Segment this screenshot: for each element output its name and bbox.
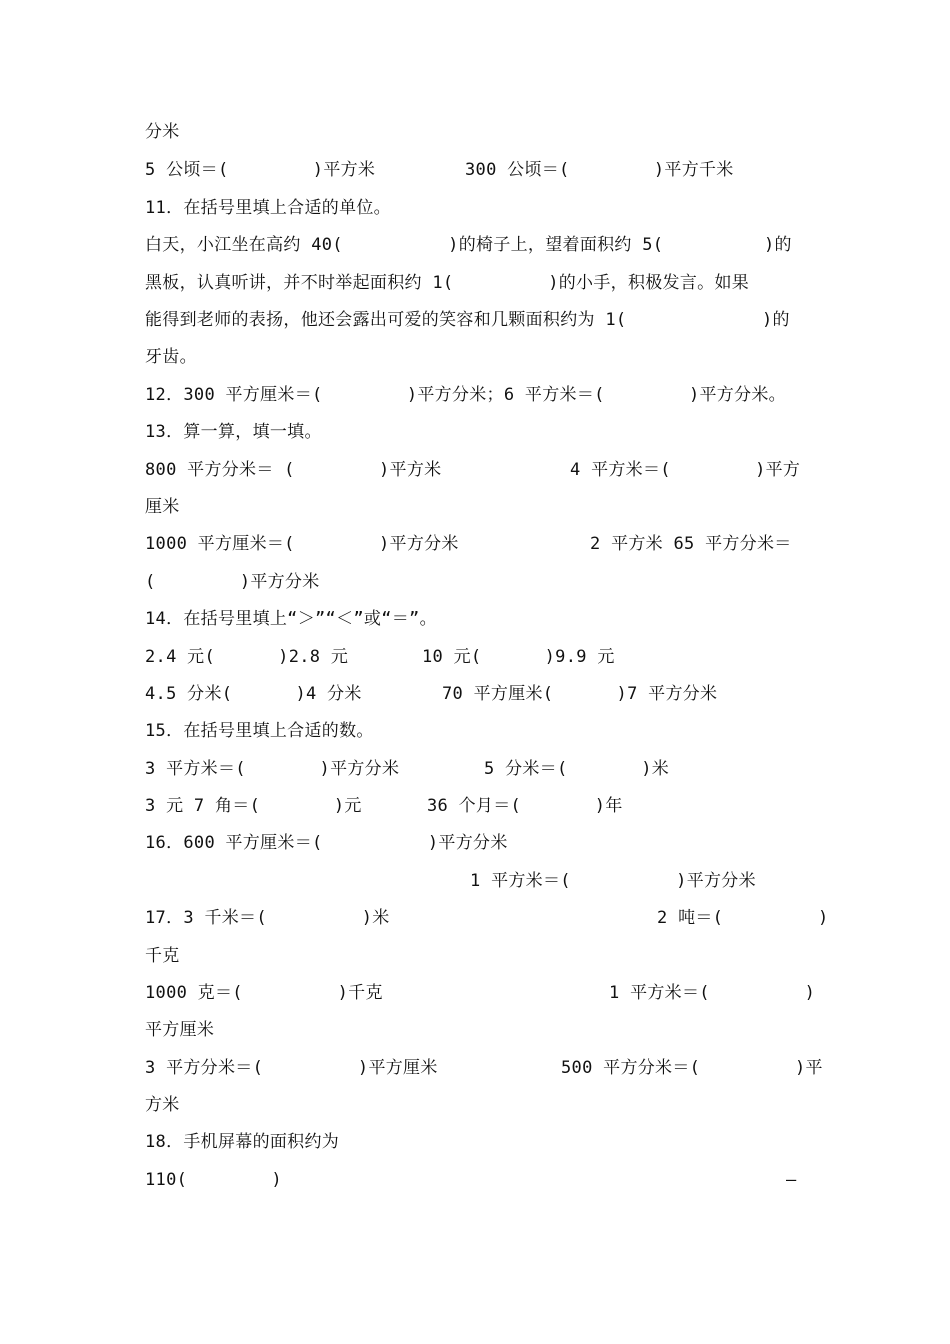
line-fenmi-continuation: 分米: [145, 122, 180, 142]
q11-title: 11．在括号里填上合适的单位。: [145, 198, 391, 218]
q17-item6-continuation: 方米: [145, 1095, 180, 1115]
q11-text-line2: 黑板，认真听讲，并不时举起面积约 1( )的小手，积极发言。如果: [145, 273, 750, 293]
q11-text-line3-end: )的: [762, 310, 790, 330]
q15-item2: 5 分米＝( )米: [484, 759, 670, 779]
q10-hectare-to-sqkm: 300 公顷＝( )平方千米: [465, 160, 734, 180]
q13-item4-continuation: ( )平方分米: [145, 572, 320, 592]
q15-item3: 3 元 7 角＝( )元: [145, 796, 362, 816]
q16-item1: 16．600 平方厘米＝( )平方分米: [145, 833, 508, 853]
q18-dash: —: [786, 1170, 797, 1190]
q13-item3: 1000 平方厘米＝( )平方分米: [145, 534, 459, 554]
q14-item1: 2.4 元( )2.8 元: [145, 647, 349, 667]
q15-item4: 36 个月＝( )年: [427, 796, 623, 816]
q13-title: 13．算一算，填一填。: [145, 422, 322, 442]
q14-item3: 4.5 分米( )4 分米: [145, 684, 362, 704]
q15-item1: 3 平方米＝( )平方分米: [145, 759, 400, 779]
q10-hectare-to-sqm: 5 公顷＝( )平方米: [145, 160, 376, 180]
q11-text-line1-end: )的: [764, 235, 792, 255]
q16-item2: 1 平方米＝( )平方分米: [470, 871, 756, 891]
q17-item2: 2 吨＝( ): [657, 908, 829, 928]
q13-item4: 2 平方米 65 平方分米＝: [590, 534, 792, 554]
q17-item3: 1000 克＝( )千克: [145, 983, 383, 1003]
q11-text-line3: 能得到老师的表扬，他还会露出可爱的笑容和几颗面积约为 1(: [145, 310, 627, 330]
q11-text-line4: 牙齿。: [145, 347, 197, 367]
q18-answer-line: 110( ): [145, 1170, 282, 1190]
q17-item5: 3 平方分米＝( )平方厘米: [145, 1058, 438, 1078]
q11-text-line1: 白天，小江坐在高约 40( )的椅子上，望着面积约 5(: [145, 235, 664, 255]
q13-item2-continuation: 厘米: [145, 497, 180, 517]
q17-item4-continuation: 平方厘米: [145, 1020, 215, 1040]
q17-item6: 500 平方分米＝( )平: [561, 1058, 823, 1078]
q13-item1: 800 平方分米＝ ( )平方米: [145, 460, 442, 480]
q14-title: 14．在括号里填上“＞”“＜”或“＝”。: [145, 609, 437, 629]
q14-item2: 10 元( )9.9 元: [422, 647, 615, 667]
q15-title: 15．在括号里填上合适的数。: [145, 721, 374, 741]
q14-item4: 70 平方厘米( )7 平方分米: [442, 684, 718, 704]
q17-item1: 17．3 千米＝( )米: [145, 908, 390, 928]
q12-line: 12．300 平方厘米＝( )平方分米；6 平方米＝( )平方分米。: [145, 385, 786, 405]
q17-item4: 1 平方米＝( ): [609, 983, 816, 1003]
q18-title: 18．手机屏幕的面积约为: [145, 1132, 340, 1152]
q13-item2: 4 平方米＝( )平方: [570, 460, 801, 480]
q17-item2-continuation: 千克: [145, 946, 180, 966]
